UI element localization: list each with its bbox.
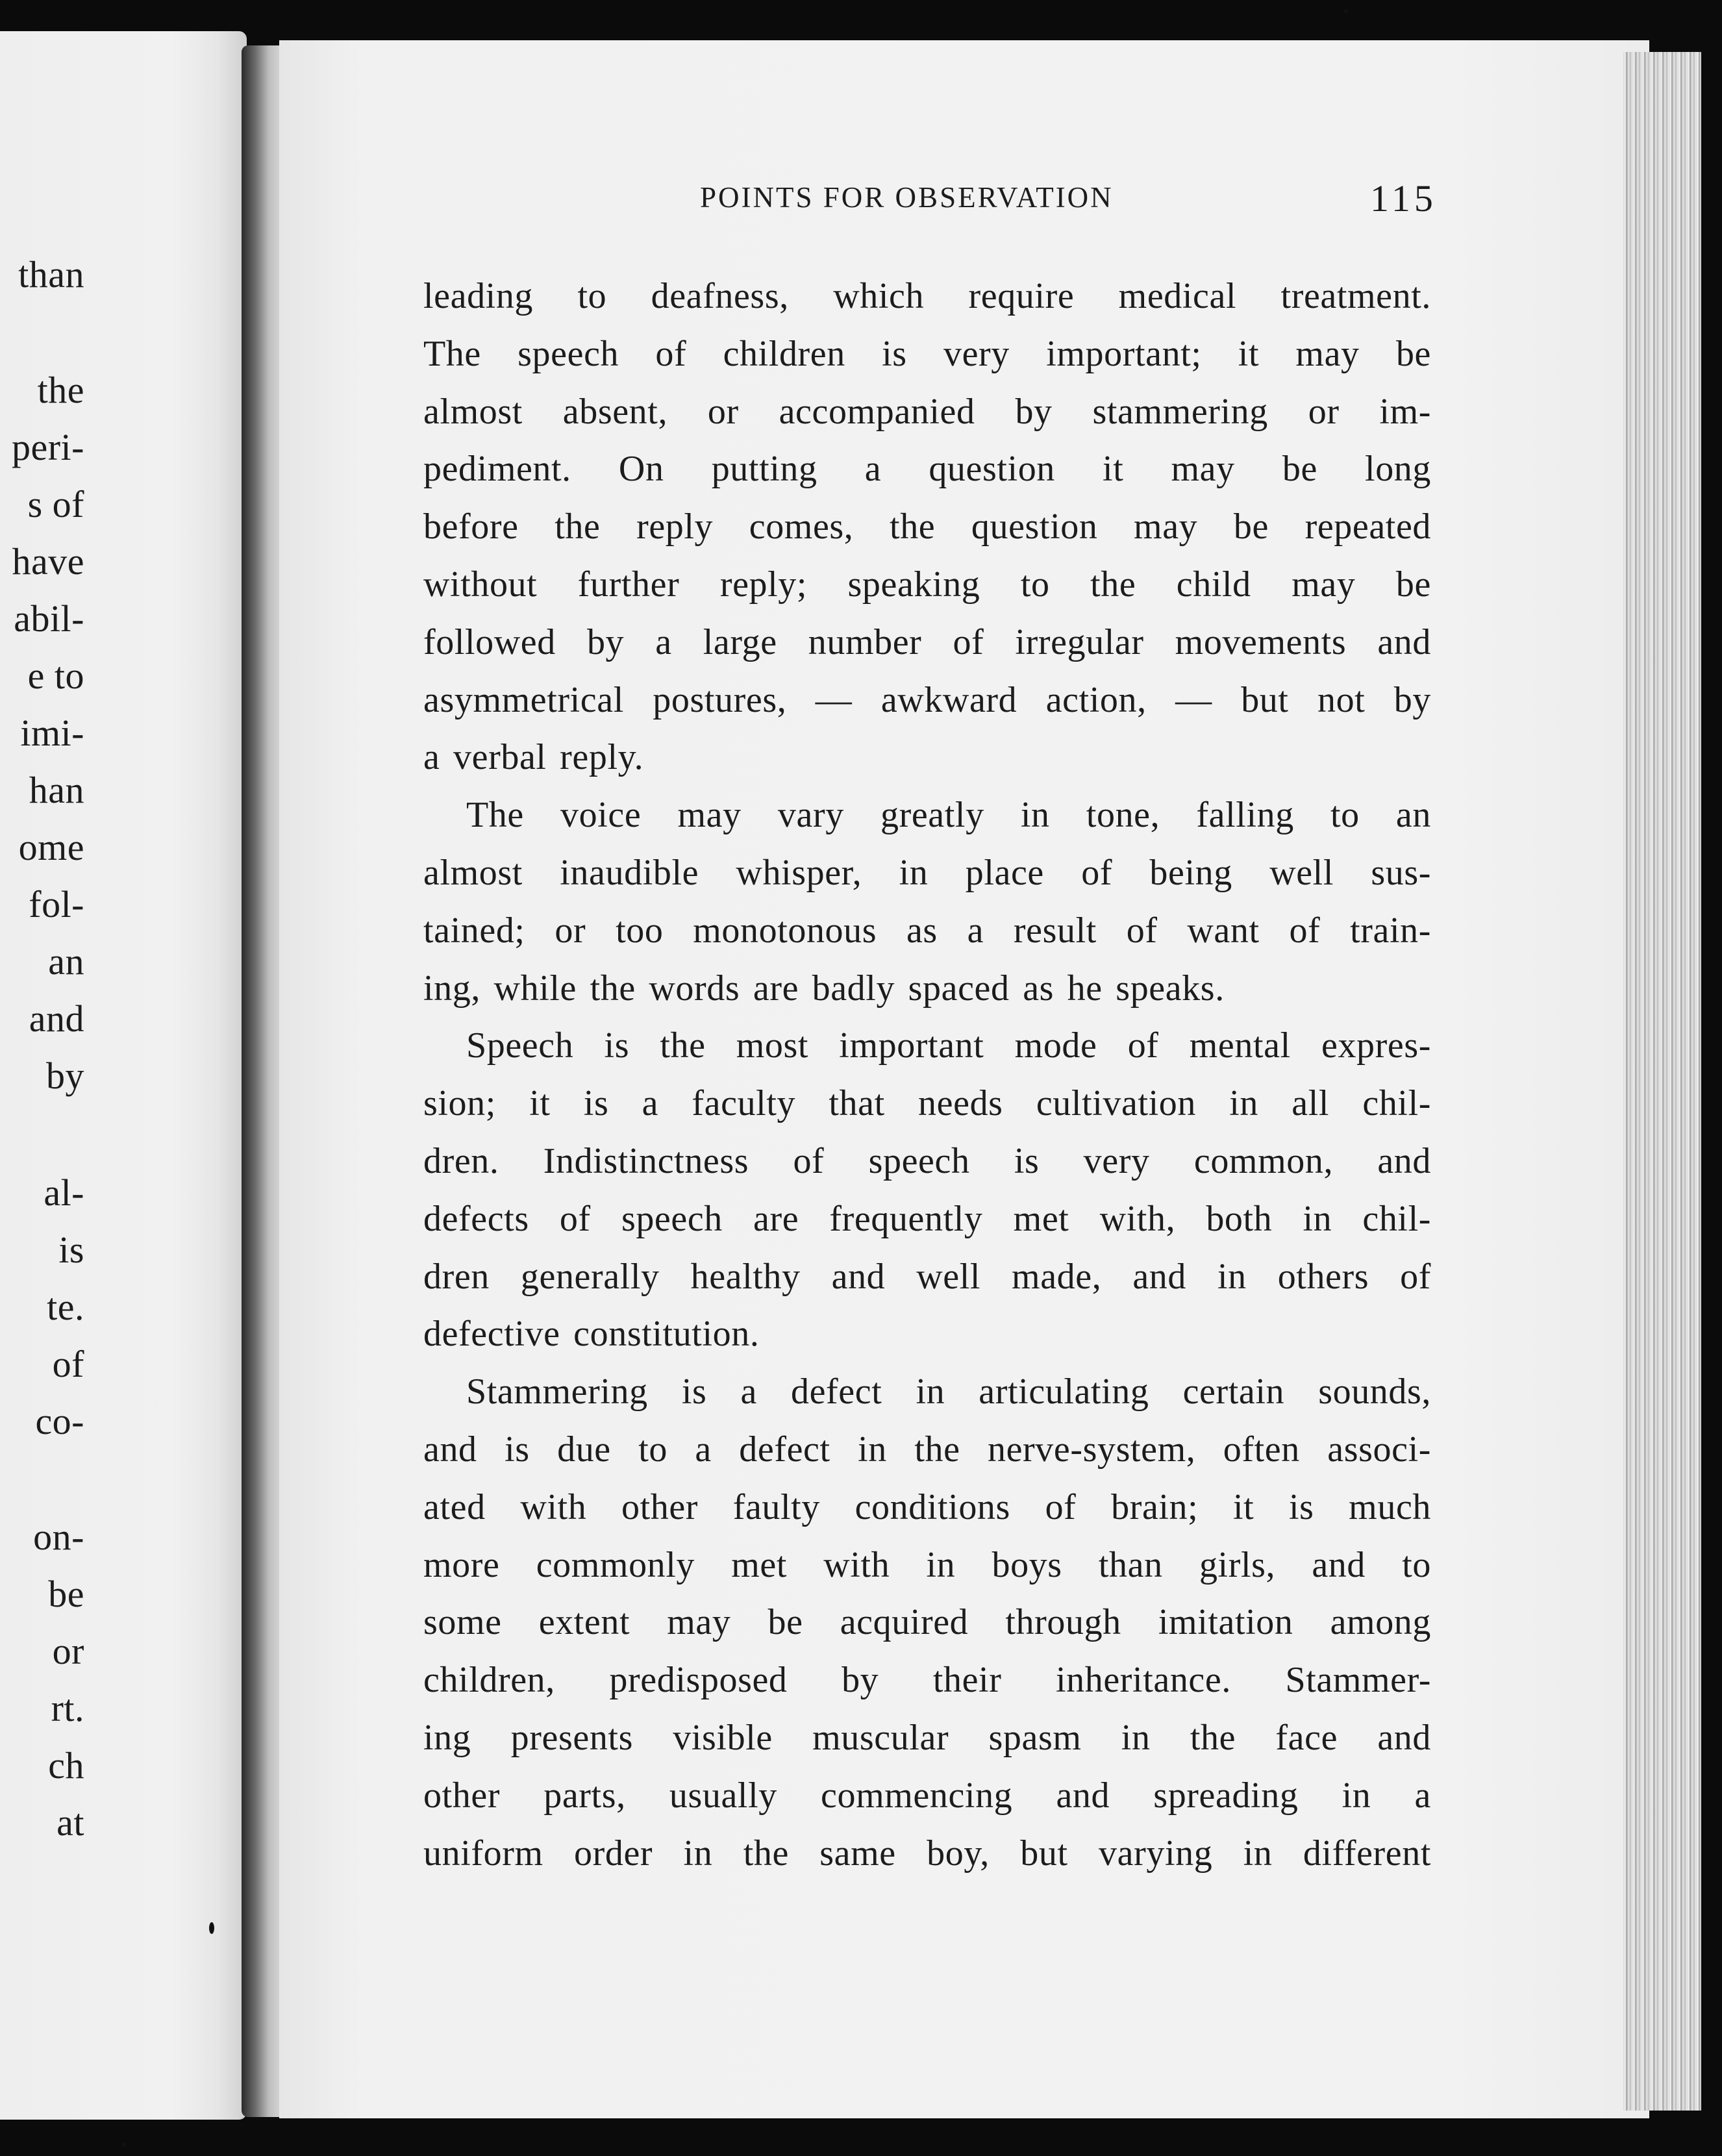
left-fragment: han <box>29 769 84 811</box>
left-fragment: co- <box>35 1400 84 1442</box>
left-fragment: fol- <box>29 883 84 925</box>
scan-speck <box>122 2143 126 2147</box>
scan-speck <box>209 1922 214 1934</box>
text-line: ing, while the words are badly spaced as he speaks. <box>423 968 1225 1009</box>
text-line: followed by a large number of irregular movements and <box>423 621 1431 662</box>
left-fragment: than <box>18 253 84 295</box>
left-fragment: the <box>37 369 84 411</box>
left-fragment: ch <box>48 1744 84 1786</box>
text-line: sion; it is a faculty that needs cultivation in all chil- <box>423 1083 1431 1124</box>
left-fragment: te. <box>47 1286 84 1328</box>
text-line: some extent may be acquired through imitation among <box>423 1602 1431 1643</box>
text-line: defects of speech are frequently met with, both in chil- <box>423 1198 1431 1239</box>
text-line: more commonly met with in boys than girls, and to <box>423 1544 1431 1585</box>
left-fragment: an <box>48 940 84 983</box>
text-line: children, predisposed by their inheritance. Stammer- <box>423 1660 1431 1701</box>
left-fragment: at <box>56 1801 84 1844</box>
left-fragment: or <box>52 1630 84 1672</box>
text-line: leading to deafness, which require medical treatment. <box>423 276 1431 316</box>
text-line: tained; or too monotonous as a result of want of train- <box>423 910 1431 951</box>
text-line: defective constitution. <box>423 1314 760 1355</box>
left-fragment: of <box>52 1343 84 1385</box>
body-text <box>423 268 1431 1882</box>
text-line: a verbal reply. <box>423 737 644 778</box>
page-number: 115 <box>1370 177 1437 219</box>
text-line: dren. Indistinctness of speech is very common, and <box>423 1140 1431 1181</box>
text-line: without further reply; speaking to the child may be <box>423 564 1431 605</box>
text-line: pediment. On putting a question it may be long <box>423 449 1431 490</box>
running-head: POINTS FOR OBSERVATION <box>700 181 1114 214</box>
text-line: The voice may vary greatly in tone, falling to an <box>466 795 1431 836</box>
left-fragment: on- <box>33 1516 84 1558</box>
text-line: ing presents visible muscular spasm in the face and <box>423 1717 1431 1758</box>
left-fragment: be <box>48 1573 84 1615</box>
paragraph <box>423 786 1431 1017</box>
text-line: and is due to a defect in the nerve-system, often associ- <box>423 1429 1431 1470</box>
paragraph <box>423 268 1431 786</box>
text-line: ated with other faulty conditions of brain; it is much <box>423 1486 1431 1527</box>
paragraph <box>423 1363 1431 1882</box>
left-fragment: abil- <box>14 597 84 640</box>
text-line: before the reply comes, the question may be repeated <box>423 507 1431 547</box>
text-line: Speech is the most important mode of mental expres- <box>466 1025 1431 1066</box>
paragraph <box>423 1017 1431 1363</box>
scan-speck <box>1344 9 1348 13</box>
left-fragment: al- <box>44 1172 84 1214</box>
left-fragment: e to <box>27 655 84 697</box>
left-fragment: imi- <box>20 712 84 754</box>
text-line: asymmetrical postures, — awkward action, — but not by <box>423 679 1431 720</box>
text-line: almost absent, or accompanied by stammering or im- <box>423 391 1431 432</box>
text-line: uniform order in the same boy, but varying in different <box>423 1833 1431 1874</box>
text-line: dren generally healthy and well made, and in others of <box>423 1256 1431 1297</box>
left-fragment: is <box>58 1229 84 1271</box>
left-facing-page <box>0 31 247 2120</box>
left-fragment: s of <box>27 483 84 525</box>
left-fragment: ome <box>18 826 84 868</box>
left-fragment: and <box>29 997 84 1040</box>
left-fragment: have <box>12 540 84 583</box>
text-line: Stammering is a defect in articulating certain sounds, <box>466 1372 1431 1412</box>
text-line: other parts, usually commencing and spreading in a <box>423 1775 1431 1816</box>
left-fragment: rt. <box>51 1687 84 1729</box>
left-fragment: by <box>46 1055 84 1097</box>
page-fore-edge <box>1623 52 1701 2111</box>
text-line: almost inaudible whisper, in place of being well sus- <box>423 852 1431 893</box>
left-fragment: peri- <box>12 426 84 468</box>
text-line: The speech of children is very important; it may be <box>423 333 1431 374</box>
